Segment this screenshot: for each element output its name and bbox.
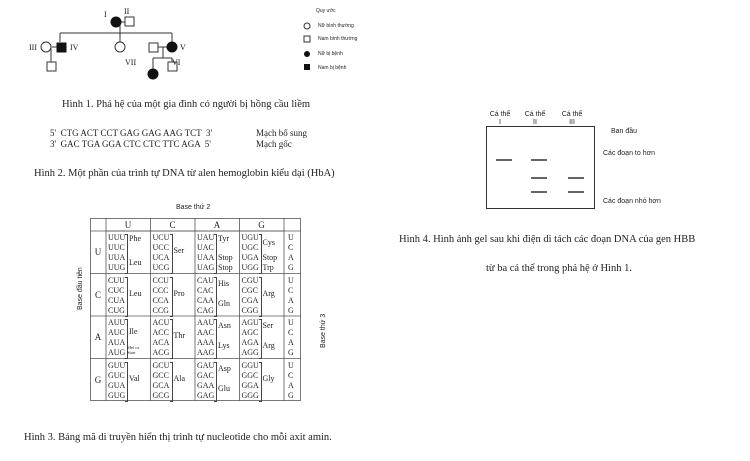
first-base-title: Base đầu tiên xyxy=(77,267,84,310)
met-start-note: Met or Start xyxy=(127,345,140,355)
label-IV: IV xyxy=(70,43,79,52)
amino-acid-label: Gly xyxy=(262,373,275,383)
amino-acid-label: Pro xyxy=(173,288,185,298)
label-I: I xyxy=(104,10,107,19)
origin-label: Ban đầu xyxy=(611,128,638,135)
template-strand-label: Mạch gốc xyxy=(256,139,292,149)
codon-cell: AGU AGC AGA AGG xyxy=(241,318,259,357)
figure4-caption-line1: Hình 4. Hình ảnh gel sau khi điện di tách các đoạn DNA của gen HBB xyxy=(399,234,696,245)
codon-brace xyxy=(259,362,262,402)
codon-cell: CUU CUC CUA CUG xyxy=(108,275,125,315)
amino-acid-label: Thr xyxy=(173,331,186,340)
lane-III-label xyxy=(560,111,584,127)
amino-acid-label: Leu xyxy=(129,288,142,298)
codon-brace xyxy=(170,319,173,359)
amino-acid-label: Ala xyxy=(173,373,186,383)
dna-template-strand: 3' GAC TGA GGA CTC CTC TTC AGA 5' xyxy=(50,139,211,149)
pedigree-individual-child-III-IV xyxy=(47,62,56,71)
codon-cell: AAU AAC AAA AAG xyxy=(197,318,215,357)
codon-brace xyxy=(170,234,173,274)
third-base-column: U C A G xyxy=(288,275,294,315)
amino-acid-label: His xyxy=(218,278,230,288)
codon-cell: CGU CGC CGA CGG xyxy=(241,275,259,315)
first-base-header: G xyxy=(94,374,102,385)
pedigree-individual-male-II xyxy=(149,43,158,52)
first-base-header: A xyxy=(94,332,102,342)
codon-brace xyxy=(125,234,128,274)
amino-acid-label: Tyr xyxy=(218,234,229,243)
dna-coding-strand: 5' CTG ACT CCT GAG GAG AAG TCT 3' xyxy=(50,128,213,138)
pedigree-chart xyxy=(0,0,380,100)
gel-frame xyxy=(487,127,595,209)
figure1-caption: Hình 1. Phả hệ của một gia đình có người bị hồng cầu liềm xyxy=(62,99,311,110)
pedigree-individual-V xyxy=(167,42,177,52)
second-base-title: Base thứ 2 xyxy=(176,204,211,211)
pedigree-individual-IV xyxy=(57,43,66,52)
figure3-caption: Hình 3. Bảng mã di truyền hiển thị trình tự nucleotide cho mỗi axit amin. xyxy=(24,432,332,443)
pedigree-individual-III xyxy=(41,42,51,52)
legend-item-normal-male: Nam bình thường xyxy=(318,36,358,42)
amino-acid-label: Phe xyxy=(129,234,141,243)
codon-table xyxy=(90,218,302,402)
second-base-header: G xyxy=(258,220,265,230)
second-base-header: U xyxy=(124,220,132,230)
lane-I-label xyxy=(488,111,512,127)
third-base-title: Base thứ 3 xyxy=(320,313,327,348)
amino-acid-label: Ser xyxy=(173,246,185,255)
lane-III-name: Cá thể xyxy=(561,111,583,118)
lane-I-name: Cá thể xyxy=(489,111,511,118)
codon-brace xyxy=(214,277,217,317)
lane-II-label xyxy=(523,111,547,127)
figure2-caption: Hình 2. Một phần của trình tự DNA từ alen hemoglobin kiểu dại (HbA) xyxy=(34,168,335,179)
codon-cell: UAU UAC UAA UAG xyxy=(197,233,215,272)
codon-brace xyxy=(125,362,128,402)
amino-acid-label: Arg xyxy=(262,341,275,350)
amino-acid-label: Asn xyxy=(218,321,231,330)
amino-acid-label: Stop xyxy=(218,263,233,272)
pedigree-individual-VII xyxy=(148,69,158,79)
first-base-header: U xyxy=(94,247,102,257)
gel-image xyxy=(486,126,596,212)
amino-acid-label: Ser xyxy=(262,321,274,330)
codon-brace xyxy=(125,277,128,317)
third-base-column: U C A G xyxy=(288,233,294,272)
codon-brace xyxy=(259,277,262,317)
codon-brace xyxy=(214,234,217,274)
amino-acid-label: Lys xyxy=(218,341,230,350)
codon-cell: CCU CCC CCA CCG xyxy=(152,275,169,315)
lane-II-numeral: II xyxy=(533,119,537,126)
lane-III-numeral: III xyxy=(569,119,575,126)
codon-cell: GUU GUC GUA GUG xyxy=(108,360,126,400)
label-V: V xyxy=(180,43,186,52)
codon-brace xyxy=(170,362,173,402)
amino-acid-label: Arg xyxy=(262,288,275,298)
legend-title: Quy ước xyxy=(316,8,336,14)
large-fragments-label: Các đoạn to hơn xyxy=(603,150,656,157)
second-base-header: C xyxy=(169,220,176,230)
amino-acid-label: Gln xyxy=(218,298,230,308)
codon-cell: UCU UCC UCA UCG xyxy=(152,233,170,272)
codon-brace xyxy=(214,319,217,359)
pedigree-individual-female-II xyxy=(115,42,125,52)
legend-item-affected-male: Nam bị bệnh xyxy=(318,65,347,71)
amino-acid-label: Trp xyxy=(262,263,274,272)
codon-cell: GCU GCC GCA GCG xyxy=(152,360,170,400)
codon-cell: UGU UGC UGA UGG xyxy=(241,233,259,272)
label-VI: VI xyxy=(172,58,181,67)
amino-acid-label: Leu xyxy=(129,258,142,267)
amino-acid-label: Asp xyxy=(218,363,231,373)
lane-II-name: Cá thể xyxy=(524,111,546,118)
codon-brace xyxy=(259,319,262,359)
amino-acid-label: Cys xyxy=(262,238,275,247)
amino-acid-label: Stop xyxy=(218,253,233,262)
codon-brace xyxy=(259,234,262,274)
codon-cell: GGU GGC GGA GGG xyxy=(241,360,259,400)
second-base-header: A xyxy=(213,220,221,230)
figure4-caption-line2: từ ba cá thể trong phả hệ ở Hình 1. xyxy=(486,263,632,274)
small-fragments-label: Các đoạn nhỏ hơn xyxy=(603,198,661,205)
amino-acid-label: Stop xyxy=(262,253,278,262)
codon-cell: ACU ACC ACA ACG xyxy=(152,318,170,357)
codon-cell: UUU UUC UUA UUG xyxy=(108,233,126,272)
pedigree-legend xyxy=(304,23,310,70)
codon-cell: CAU CAC CAA CAG xyxy=(197,275,214,315)
codon-cell: AUU AUC AUA AUG xyxy=(108,318,126,357)
codon-cell: GAU GAC GAA GAG xyxy=(197,360,215,400)
codon-brace xyxy=(214,362,217,402)
pedigree-individual-II xyxy=(125,17,134,26)
label-VII: VII xyxy=(125,58,137,67)
third-base-column: U C A G xyxy=(288,318,294,357)
legend-item-normal-female: Nữ bình thường xyxy=(318,23,354,29)
codon-brace xyxy=(170,277,173,317)
label-II: II xyxy=(124,7,130,16)
pedigree-individual-I xyxy=(111,17,121,27)
label-III: III xyxy=(29,43,37,52)
legend-item-affected-female: Nữ bị bệnh xyxy=(318,51,343,57)
coding-strand-label: Mạch bổ sung xyxy=(256,128,307,138)
amino-acid-label: Glu xyxy=(218,383,230,393)
first-base-header: C xyxy=(94,289,101,300)
lane-I-numeral: I xyxy=(499,119,501,126)
amino-acid-label: Ile xyxy=(129,327,138,336)
third-base-column: U C A G xyxy=(288,360,294,400)
amino-acid-label: Val xyxy=(129,373,140,383)
